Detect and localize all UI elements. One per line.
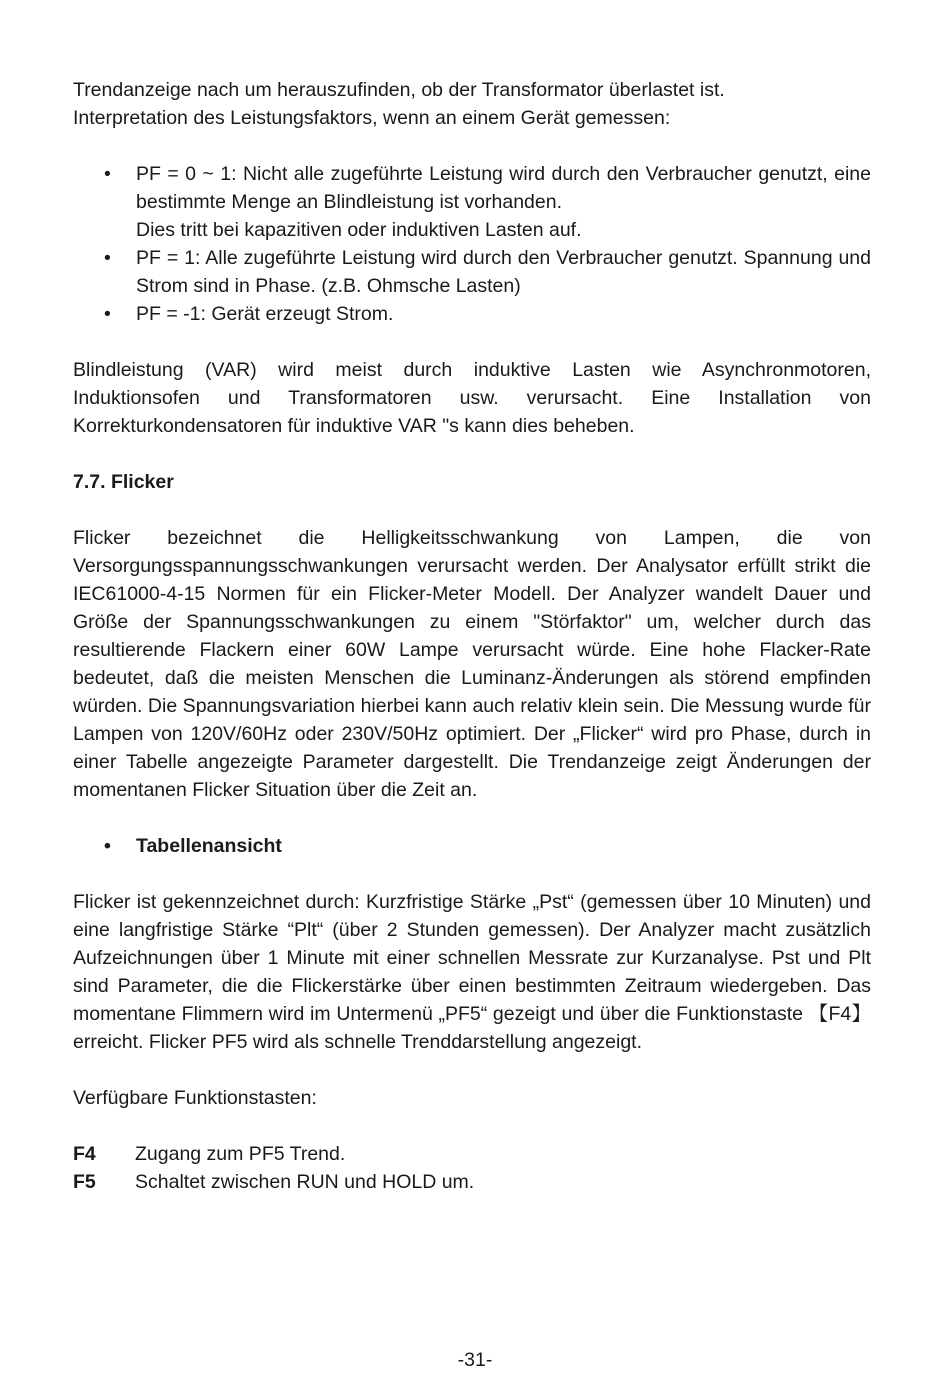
list-item-text: PF = 0 ~ 1: Nicht alle zugeführte Leistung wird durch den Verbraucher genutzt, eine bestimmte Menge an Blindleistung ist vorhanden. <box>136 163 871 213</box>
list-item <box>73 160 871 244</box>
subheading-list <box>73 832 871 860</box>
list-item <box>73 244 871 300</box>
page-number: -31- <box>457 1349 493 1371</box>
intro-line-1: Trendanzeige nach um herauszufinden, ob der Transformator überlastet ist. <box>73 79 725 101</box>
function-key-label: F4 <box>73 1143 96 1165</box>
list-item <box>73 300 871 328</box>
subheading: • Tabellenansicht <box>73 832 871 860</box>
document-page <box>73 76 871 1196</box>
function-key-label: F5 <box>73 1171 96 1193</box>
intro-line-2: Interpretation des Leistungsfaktors, wenn an einem Gerät gemessen: <box>73 107 671 129</box>
list-item-text: PF = 1: Alle zugeführte Leistung wird durch den Verbraucher genutzt. Spannung und Strom sind in Phase. (z.B. Ohmsche Lasten) <box>136 247 871 297</box>
function-key-description: Zugang zum PF5 Trend. <box>135 1143 346 1165</box>
table-view-paragraph: Flicker ist gekennzeichnet durch: Kurzfristige Stärke „Pst“ (gemessen über 10 Minuten) und eine langfristige Stärke “Plt“ (über 2 Stunden gemessen). Der Analyzer macht zusätzlich Aufzeichnungen über 1 Minute mit einer schnellen Messrate zur Kurzanalyse. Pst und Plt sind Parameter, die die Flickerstärke über einen bestimmten Zeitraum wiedergeben. Das momentane Flimmern wird im Untermenü „PF5“ gezeigt und über die Funktionstaste 【F4】 erreicht. Flicker PF5 wird als schnelle Trenddarstellung angezeigt. <box>73 891 871 1053</box>
section-heading: 7.7. Flicker <box>73 471 174 493</box>
function-key-list <box>73 1140 871 1196</box>
list-item-text: PF = -1: Gerät erzeugt Strom. <box>136 303 394 325</box>
power-factor-list <box>73 160 871 328</box>
blindleistung-paragraph: Blindleistung (VAR) wird meist durch induktive Lasten wie Asynchronmotoren, Induktionsofen und Transformatoren usw. verursacht. Eine Installation von Korrekturkondensatoren für induktive VAR "s kann dies beheben. <box>73 359 871 437</box>
function-keys-intro: Verfügbare Funktionstasten: <box>73 1087 317 1109</box>
function-key-description: Schaltet zwischen RUN und HOLD um. <box>135 1171 475 1193</box>
flicker-paragraph: Flicker bezeichnet die Helligkeitsschwankung von Lampen, die von Versorgungsspannungsschwankungen verursacht werden. Der Analysator erfüllt strikt die IEC61000-4-15 Normen für ein Flicker-Meter Modell. Der Analyzer wandelt Dauer und Größe der Spannungsschwankungen zu einem "Störfaktor" um, welcher durch das resultierende Flackern einer 60W Lampe verursacht würde. Eine hohe Flacker-Rate bedeutet, daß die meisten Menschen die Luminanz-Änderungen als störend empfinden würden. Die Spannungsvariation hierbei kann auch relativ klein sein. Die Messung wurde für Lampen von 120V/60Hz oder 230V/50Hz optimiert. Der „Flicker“ wird pro Phase, durch in einer Tabelle angezeigte Parameter dargestellt. Die Trendanzeige zeigt Änderungen der momentanen Flicker Situation über die Zeit an. <box>73 527 871 801</box>
list-item-extra: Dies tritt bei kapazitiven oder induktiven Lasten auf. <box>136 219 582 241</box>
